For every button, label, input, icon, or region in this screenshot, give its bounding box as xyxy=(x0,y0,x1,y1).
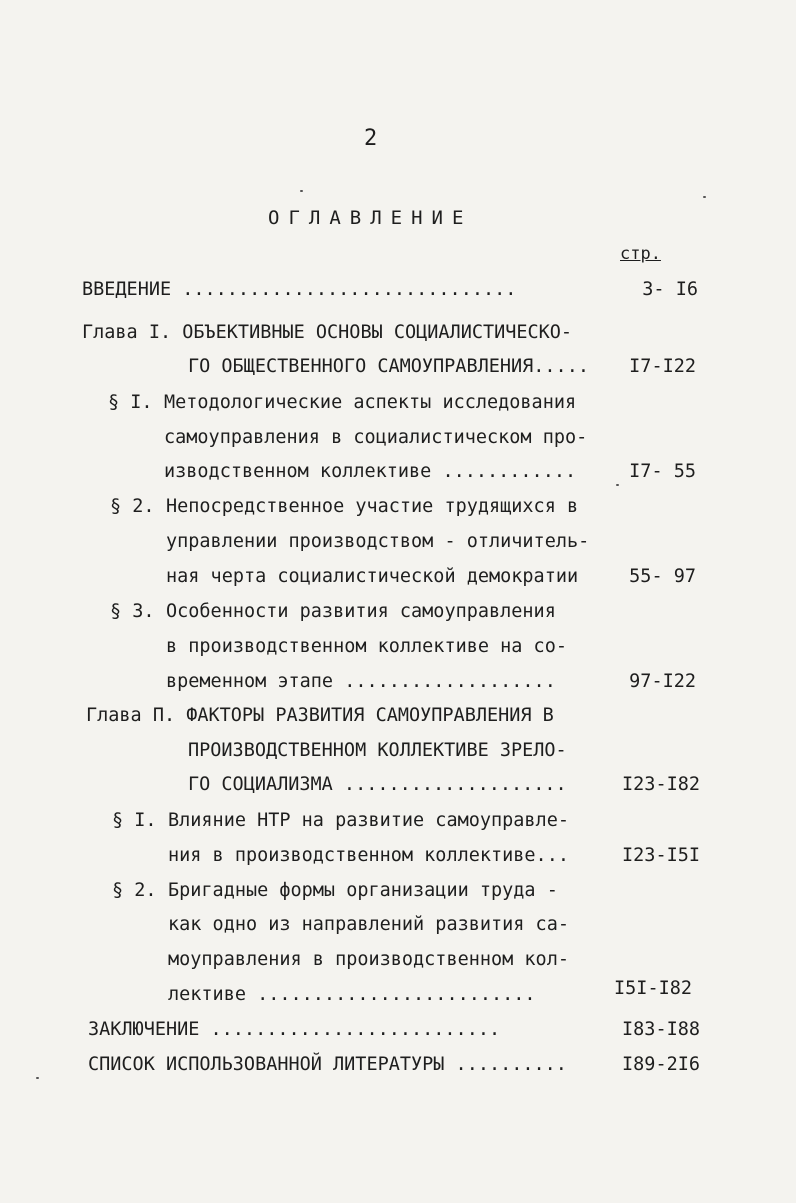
toc-pages-intro: 3- I6 xyxy=(642,279,698,300)
pages-column-label: стр. xyxy=(620,244,661,264)
toc-pages-section-2-1: I23-I5I xyxy=(622,845,700,866)
toc-pages-bibliography: I89-2I6 xyxy=(622,1054,700,1075)
toc-chapter-2-line-1: Глава П. ФАКТОРЫ РАЗВИТИЯ САМОУПРАВЛЕНИЯ В xyxy=(86,705,554,726)
toc-section-1-1-line-3: изводственном коллективе ............ xyxy=(164,461,577,482)
toc-pages-conclusion: I83-I88 xyxy=(622,1019,700,1040)
toc-section-1-3-number: § 3. xyxy=(110,601,155,622)
scan-speck xyxy=(616,484,619,486)
toc-section-2-2-number: § 2. xyxy=(112,880,157,901)
toc-chapter-1-line-2: ГО ОБЩЕСТВЕННОГО САМОУПРАВЛЕНИЯ..... xyxy=(188,356,589,377)
toc-pages-section-2-2: I5I-I82 xyxy=(614,978,692,999)
toc-section-1-2-line-1: Непосредственное участие трудящихся в xyxy=(166,496,579,517)
toc-section-2-1-number: § I. xyxy=(112,810,157,831)
page-number: 2 xyxy=(364,126,378,151)
toc-pages-chapter-2: I23-I82 xyxy=(622,774,700,795)
toc-chapter-2-line-3: ГО СОЦИАЛИЗМА .................... xyxy=(188,774,567,795)
toc-entry-conclusion: ЗАКЛЮЧЕНИЕ .......................... xyxy=(88,1019,501,1040)
scan-speck xyxy=(703,196,706,198)
toc-chapter-2-line-2: ПРОИЗВОДСТВЕННОМ КОЛЛЕКТИВЕ ЗРЕЛО- xyxy=(188,740,567,761)
toc-section-1-1-line-2: самоуправления в социалистическом про- xyxy=(164,427,588,448)
toc-pages-chapter-1: I7-I22 xyxy=(629,356,696,377)
toc-section-1-3-line-3: временном этапе ................... xyxy=(166,671,556,692)
scan-speck xyxy=(36,1077,39,1079)
toc-section-1-2-line-3: ная черта социалистической демократии xyxy=(166,566,579,587)
toc-section-2-1-line-2: ния в производственном коллективе... xyxy=(168,845,569,866)
toc-entry-bibliography: СПИСОК ИСПОЛЬЗОВАННОЙ ЛИТЕРАТУРЫ .......... xyxy=(88,1054,567,1075)
toc-section-1-1-number: § I. xyxy=(108,392,153,413)
toc-pages-section-1-2: 55- 97 xyxy=(629,566,696,587)
toc-section-2-1-line-1: Влияние НТР на развитие самоуправле- xyxy=(168,810,569,831)
toc-section-2-2-line-4: лективе ......................... xyxy=(168,984,536,1005)
toc-section-2-2-line-2: как одно из направлений развития са- xyxy=(168,914,569,935)
toc-section-2-2-line-3: моуправления в производственном кол- xyxy=(168,949,569,970)
toc-pages-section-1-3: 97-I22 xyxy=(629,671,696,692)
toc-section-1-3-line-1: Особенности развития самоуправления xyxy=(166,601,556,622)
toc-chapter-1-line-1: Глава I. ОБЪЕКТИВНЫЕ ОСНОВЫ СОЦИАЛИСТИЧЕСКО- xyxy=(82,322,573,343)
toc-section-1-1-line-1: Методологические аспекты исследования xyxy=(164,392,577,413)
toc-section-1-3-line-2: в производственном коллективе на со- xyxy=(166,636,567,657)
toc-section-1-2-line-2: управлении производством - отличитель- xyxy=(166,531,590,552)
page-title: ОГЛАВЛЕНИЕ xyxy=(268,207,473,229)
toc-pages-section-1-1: I7- 55 xyxy=(629,461,696,482)
toc-entry-intro: ВВЕДЕНИЕ .............................. xyxy=(82,279,517,300)
scan-speck xyxy=(300,190,303,192)
toc-section-1-2-number: § 2. xyxy=(110,496,155,517)
toc-section-2-2-line-1: Бригадные формы организации труда - xyxy=(168,880,558,901)
